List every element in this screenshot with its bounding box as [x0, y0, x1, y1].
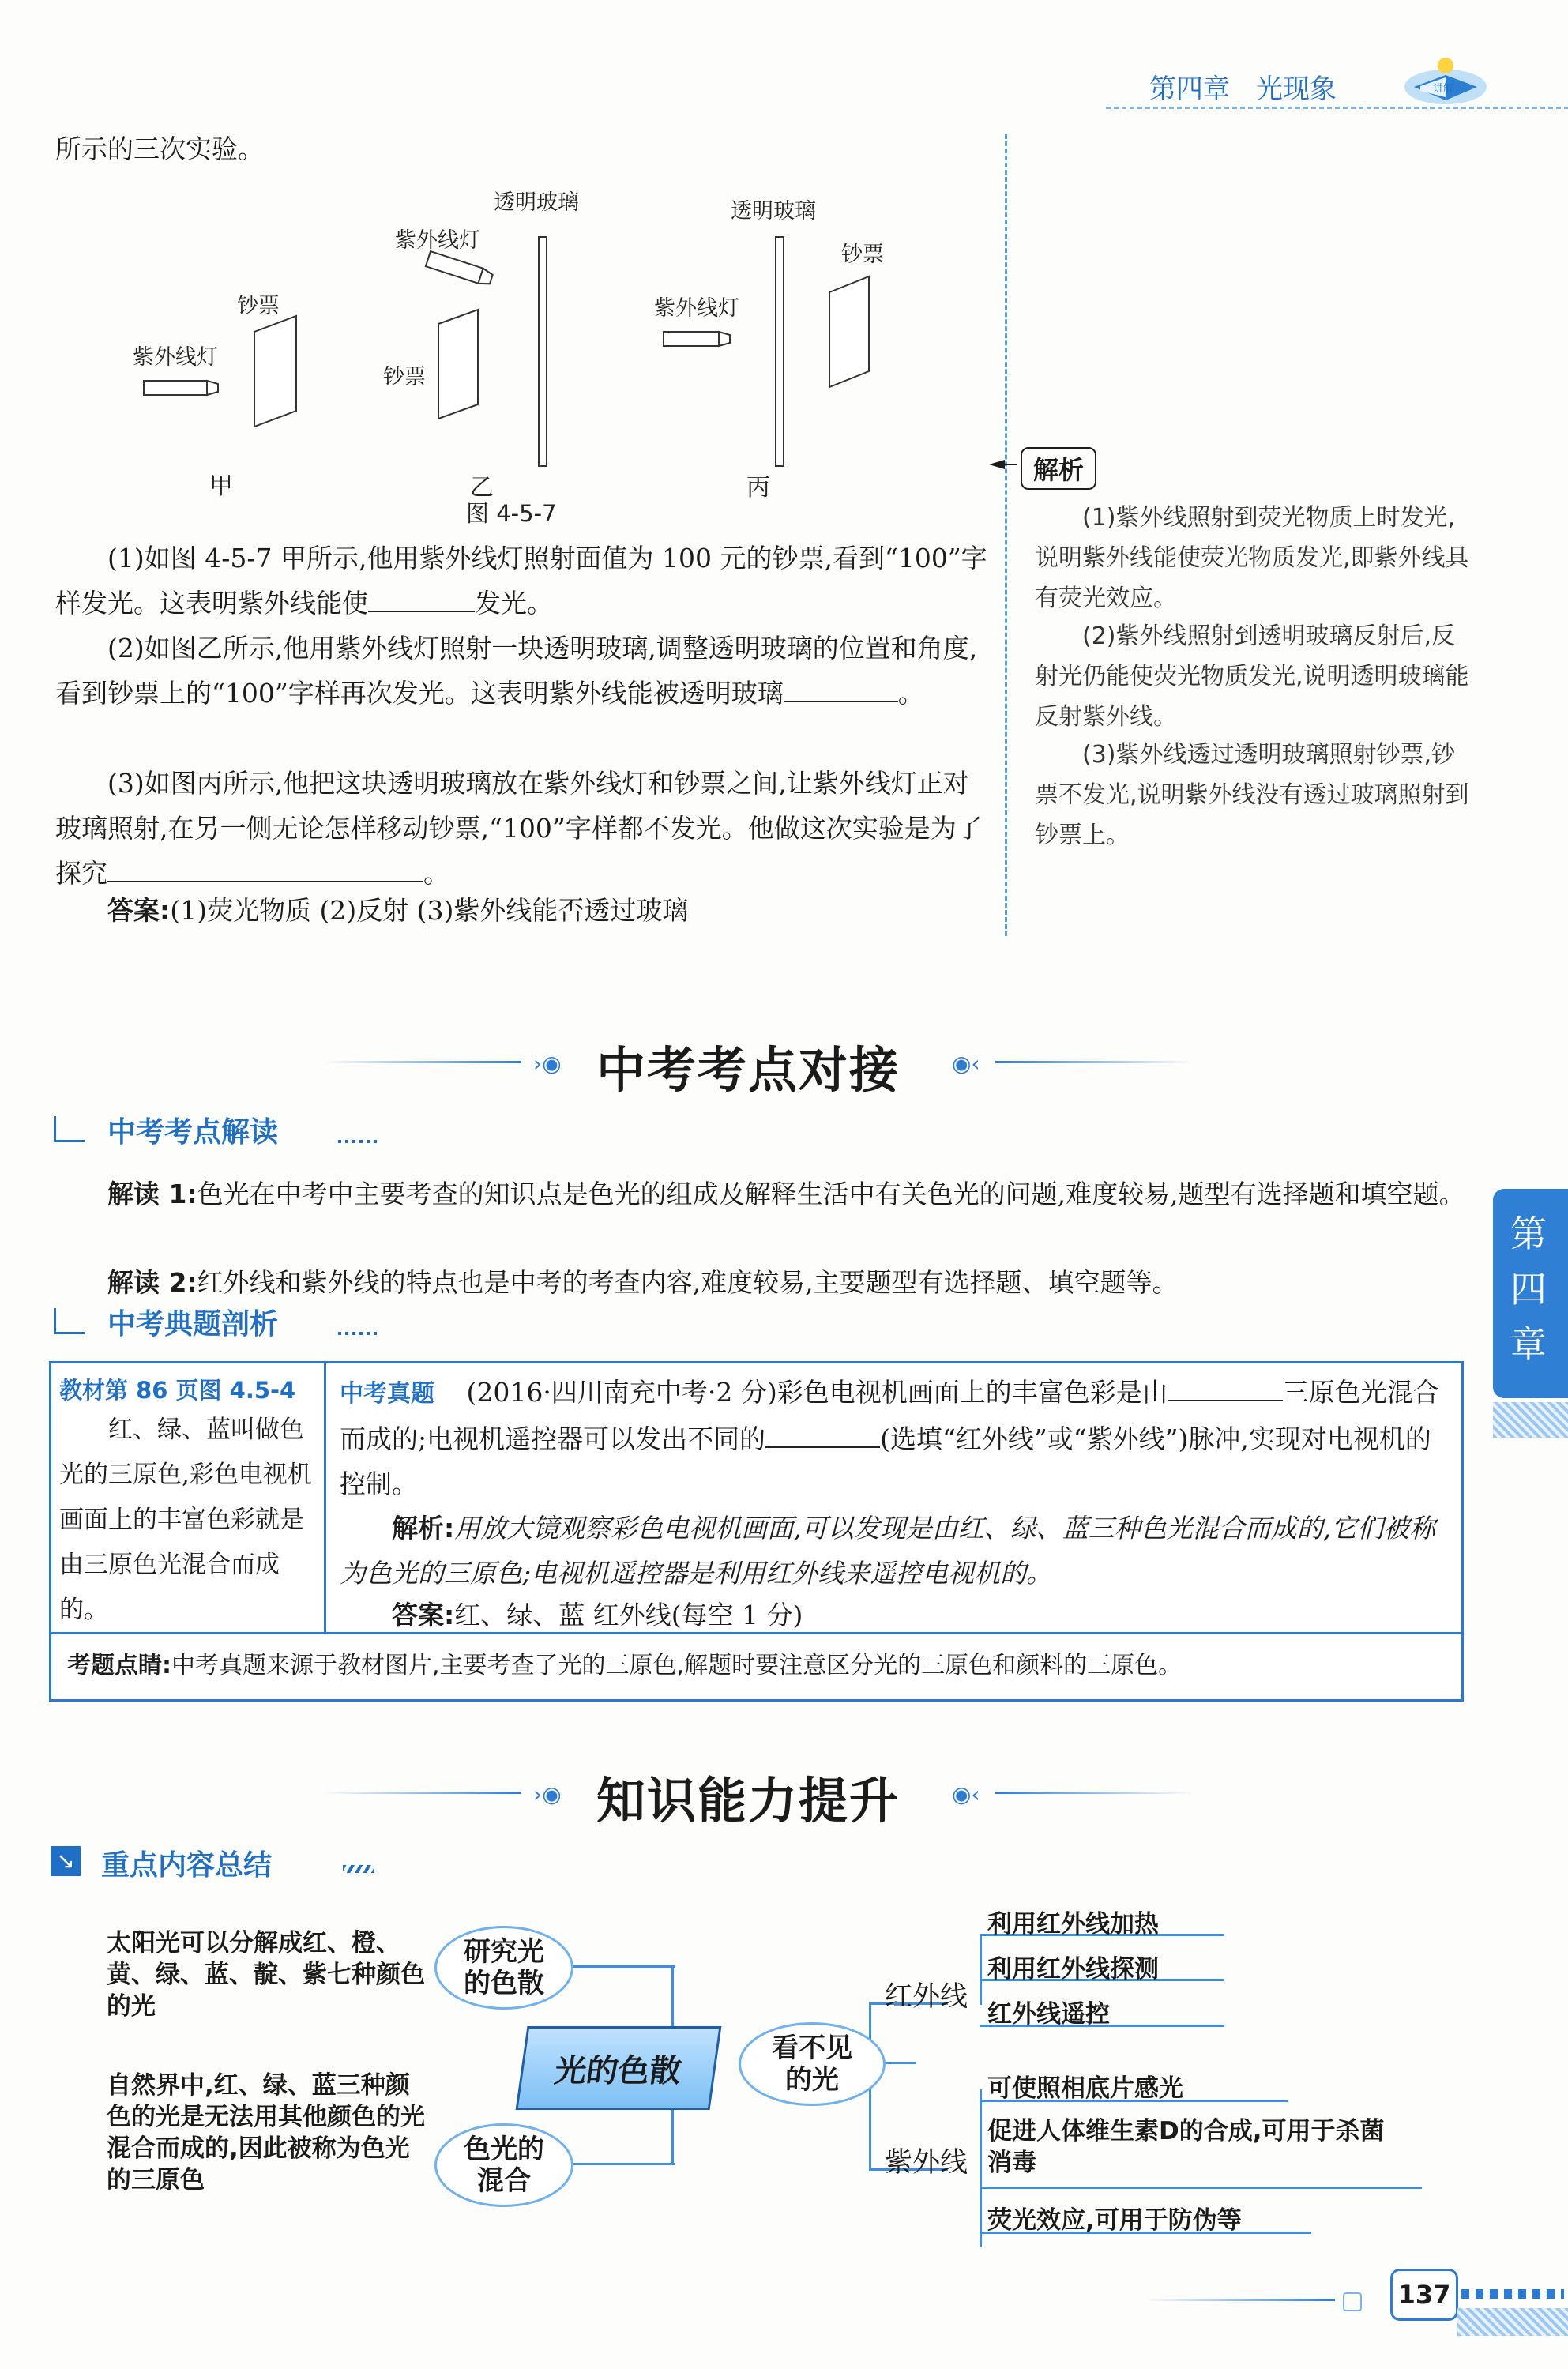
mm-ir: 红外线	[885, 1981, 968, 2013]
panel-label-c: 丙	[746, 474, 770, 502]
arrow-left-icon: ◉‹	[952, 1051, 980, 1077]
logo-text: 讲解	[1433, 83, 1454, 95]
column-divider	[1005, 134, 1007, 936]
mm-ir-item-3: 红外线遥控	[987, 2000, 1110, 2029]
mm-ir-item-2: 利用红外线探测	[987, 1955, 1159, 1984]
subhead-summary: ↘ 重点内容总结	[51, 1843, 382, 1881]
book-logo-icon	[1398, 51, 1493, 115]
exam-analysis: 解析:用放大镜观察彩色电视机画面,可以发现是由红、绿、蓝三种色光混合而成的,它们被称为色光的三原色;电视机遥控器是利用红外线来遥控电视机的。	[340, 1513, 1436, 1589]
mm-center: 光的色散	[516, 2026, 722, 2110]
label-uv-lamp-b: 紫外线灯	[395, 228, 480, 253]
section1-title-bar	[324, 1027, 1185, 1098]
header-chapter: 第四章	[1149, 73, 1230, 105]
mm-node-research: 研究光的色散	[434, 1926, 573, 2010]
page-footer	[1145, 2259, 1568, 2346]
label-banknote-a: 钞票	[237, 294, 280, 318]
mm-uv-item-2: 促进人体维生素D的合成,可用于杀菌消毒	[987, 2117, 1385, 2177]
page-number: 137	[1390, 2269, 1458, 2321]
mm-node-invisible-light: 看不见的光	[739, 2022, 886, 2106]
mm-node-mixing: 色光的混合	[434, 2123, 573, 2207]
answer-text: (1)荧光物质 (2)反射 (3)紫外线能否透过玻璃	[170, 895, 689, 926]
mm-uv-item-3: 荧光效应,可用于防伪等	[987, 2206, 1242, 2235]
label-banknote-c: 钞票	[841, 243, 884, 267]
label-glass-c: 透明玻璃	[731, 199, 816, 224]
analysis-p3: (3)紫外线透过透明玻璃照射钞票,钞票不发光,说明紫外线没有透过玻璃照射到钞票上。	[1035, 741, 1469, 849]
answer-label: 答案:	[107, 895, 171, 926]
analysis-p1: (1)紫外线照射到荧光物质上时发光,说明紫外线能使荧光物质发光,即紫外线具有荧光效应。	[1035, 504, 1469, 612]
section2-title: 知识能力提升	[596, 1772, 901, 1829]
question-3: (3)如图丙所示,他把这块透明玻璃放在紫外线灯和钞票之间,让紫外线灯正对玻璃照射,在另一侧无论怎样移动钞票,“100”字样都不发光。他做这次实验是为了探究 。	[55, 768, 983, 889]
mm-left-top-text: 太阳光可以分解成红、橙、黄、绿、蓝、靛、紫七种颜色的光	[107, 1929, 425, 2021]
chart-icon	[54, 1308, 85, 1334]
mm-left-bottom-text: 自然界中,红、绿、蓝三种颜色的光是无法用其他颜色的光混合而成的,因此被称为色光的三原色	[107, 2071, 425, 2194]
chart-icon	[54, 1116, 85, 1142]
mm-uv-item-1: 可使照相底片感光	[987, 2074, 1183, 2103]
panel-label-a: 甲	[209, 472, 233, 500]
blank-q3[interactable]	[107, 857, 423, 882]
exam-answer: 答案:红、绿、蓝 红外线(每空 1 分)	[392, 1600, 803, 1630]
side-tab-text: 第四章	[1510, 1213, 1547, 1366]
label-glass-b: 透明玻璃	[494, 190, 579, 215]
page-header	[1106, 67, 1568, 115]
exam-box	[49, 1361, 1464, 1702]
textbook-column	[51, 1363, 326, 1632]
analysis-tag	[987, 447, 1153, 483]
exam-tip: 考题点睛:中考真题来源于教材图片,主要考查了光的三原色,解题时要注意区分光的三原色和颜料的三原色。	[67, 1652, 1183, 1679]
figure-4-5-7	[126, 182, 885, 529]
mind-map	[47, 1904, 1469, 2236]
question-1: (1)如图 4-5-7 甲所示,他用紫外线灯照射面值为 100 元的钞票,看到“100”字样发光。这表明紫外线能使 发光。	[55, 543, 987, 619]
chapter-side-tab	[1493, 1189, 1568, 1398]
header-title: 光现象	[1256, 73, 1337, 105]
section1-title: 中考考点对接	[596, 1041, 901, 1099]
label-banknote-b: 钞票	[383, 365, 426, 389]
subhead-exam-analysis: 中考典题剖析	[54, 1302, 385, 1340]
answer-line	[107, 888, 688, 933]
textbook-text: 红、绿、蓝叫做色光的三原色,彩色电视机画面上的丰富色彩就是由三原色光混合而成的。	[59, 1416, 312, 1624]
panel-label-b: 乙	[470, 474, 494, 502]
intro-text: 所示的三次实验。	[55, 133, 264, 164]
blank-q1[interactable]	[368, 587, 475, 612]
arrow-box-icon: ↘	[51, 1846, 81, 1876]
question-2: (2)如图乙所示,他用紫外线灯照射一块透明玻璃,调整透明玻璃的位置和角度,看到钞票上的“100”字样再次发光。这表明紫外线能被透明玻璃 。	[55, 633, 978, 709]
analysis-label: 解析	[1021, 447, 1096, 490]
figure-caption: 图 4-5-7	[466, 500, 557, 527]
reading-2: 解读 2:红外线和紫外线的特点也是中考的考查内容,难度较易,主要题型有选择题、填空题等。	[107, 1267, 1179, 1298]
analysis-p2: (2)紫外线照射到透明玻璃反射后,反射光仍能使荧光物质发光,说明透明玻璃能反射紫外线。	[1035, 622, 1469, 731]
section2-title-bar	[324, 1758, 1185, 1829]
blank-exam-2[interactable]	[765, 1423, 880, 1448]
subhead-exam-points: 中考考点解读	[54, 1110, 385, 1148]
label-uv-lamp-c: 紫外线灯	[654, 296, 739, 321]
blank-q2[interactable]	[784, 677, 898, 702]
blank-exam-1[interactable]	[1168, 1376, 1283, 1401]
textbook-label: 教材第 86 页图 4.5-4	[59, 1377, 296, 1404]
mm-ir-item-1: 利用红外线加热	[987, 1910, 1159, 1938]
reading-1: 解读 1:色光在中考中主要考查的知识点是色光的组成及解释生活中有关色光的问题,难度较易,题型有选择题和填空题。	[107, 1179, 1465, 1209]
label-uv-lamp-a: 紫外线灯	[133, 345, 218, 370]
scissors-icon	[987, 457, 1019, 472]
arrow-left-icon: ◉‹	[952, 1781, 980, 1807]
exam-question: 中考真题 (2016·四川南充中考·2 分)彩色电视机画面上的丰富色彩是由 三原色光混合而成的;电视机遥控器可以发出不同的 (选填“红外线”或“紫外线”)脉冲,实现对电视机的控制。	[340, 1377, 1439, 1499]
arrow-right-icon: ›◉	[533, 1781, 562, 1807]
arrow-right-icon: ›◉	[533, 1051, 562, 1077]
mm-uv: 紫外线	[885, 2147, 968, 2179]
